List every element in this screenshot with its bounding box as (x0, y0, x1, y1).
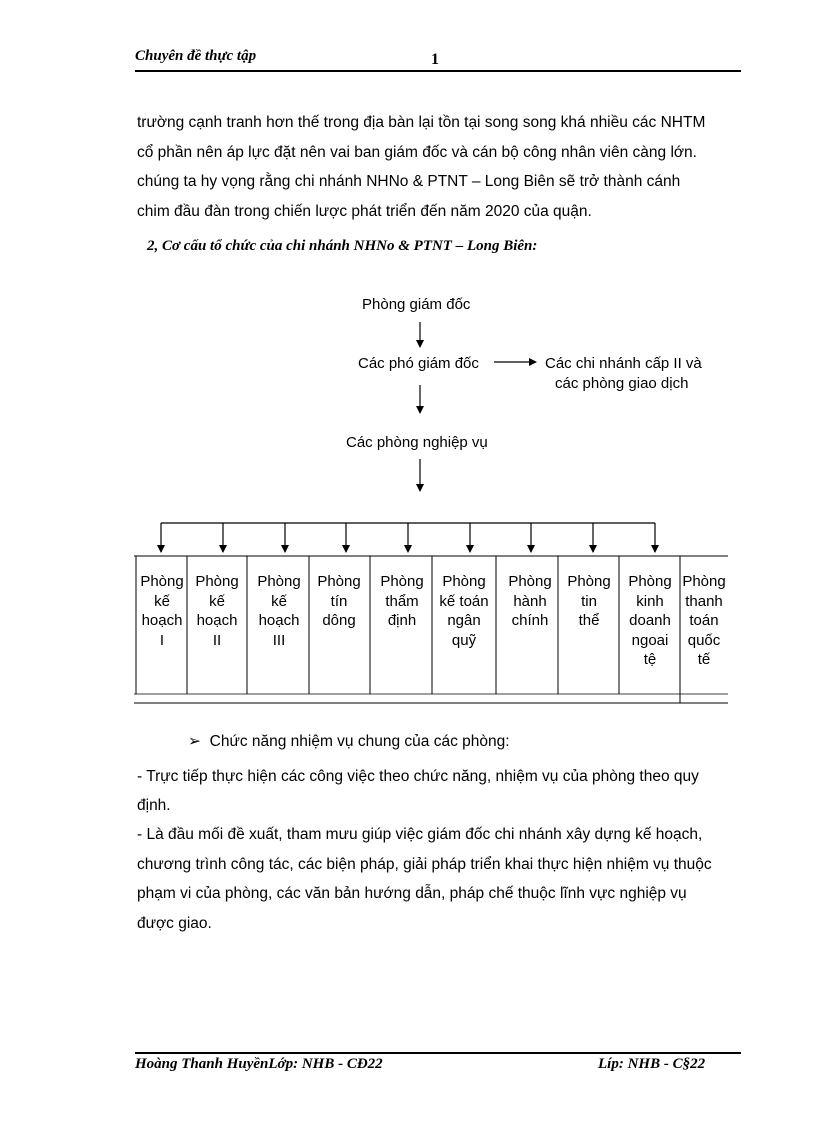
org-departments-group: Các phòng nghiệp vụ (346, 434, 488, 451)
org-director: Phòng giám đốc (362, 296, 471, 313)
intro-line: trường cạnh tranh hơn thế trong địa bàn lại tồn tại song song khá nhiều các NHTM (137, 114, 706, 131)
dept-foreign-exchange: Phòng kinh doanh ngoai tệ (628, 573, 672, 668)
dept-planning-2: Phòng kế hoạch II (195, 573, 239, 649)
function-line: được giao. (137, 915, 212, 932)
footer-class: Líp: NHB - C§22 (598, 1056, 706, 1072)
dept-appraisal: Phòng thẩm định (380, 573, 424, 629)
function-line: chương trình công tác, các biện pháp, giải pháp triển khai thực hiện nhiệm vụ thuộc (137, 856, 712, 873)
function-line: - Trực tiếp thực hiện các công việc theo chức năng, nhiệm vụ của phòng theo quy (137, 768, 699, 785)
dept-planning-3: Phòng kế hoạch III (257, 573, 301, 649)
functions-heading: ➢ Chức năng nhiệm vụ chung của các phòng: (188, 733, 510, 750)
org-branches-line1: Các chi nhánh cấp II và (545, 355, 702, 372)
dept-international-payment: Phòng thanh toán quốc tế (682, 573, 726, 668)
page-number: 1 (431, 51, 439, 68)
dept-card: Phòng tin thể (567, 573, 611, 629)
function-line: định. (137, 797, 171, 814)
dept-credit: Phòng tín dông (317, 573, 361, 629)
intro-line: chúng ta hy vọng rằng chi nhánh NHNo & PTNT – Long Biên sẽ trở thành cánh (137, 173, 681, 190)
footer-author-class: Hoàng Thanh HuyềnLớp: NHB - CĐ22 (135, 1056, 383, 1072)
dept-planning-1: Phòng kế hoạch I (140, 573, 184, 649)
function-line: phạm vi của phòng, các văn bản hướng dẫn, pháp chế thuộc lĩnh vực nghiệp vụ (137, 885, 687, 902)
footer-rule (135, 1052, 741, 1054)
intro-line: cổ phần nên áp lực đặt nên vai ban giám đốc và cán bộ công nhân viên càng lớn. (137, 144, 697, 161)
function-line: - Là đầu mối đề xuất, tham mưu giúp việc giám đốc chi nhánh xây dựng kế hoạch, (137, 826, 703, 843)
dept-administration: Phòng hành chính (508, 573, 552, 629)
intro-line: chim đầu đàn trong chiến lược phát triển đến năm 2020 của quận. (137, 203, 592, 220)
dept-accounting-treasury: Phòng kế toán ngân quỹ (439, 573, 489, 649)
org-branches-line2: các phòng giao dịch (555, 375, 689, 392)
org-deputy-directors: Các phó giám đốc (358, 355, 479, 372)
header-title: Chuyên đề thực tập (135, 48, 257, 64)
bullet-arrow-icon: ➢ (188, 733, 201, 750)
section-heading: 2, Cơ cấu tổ chức của chi nhánh NHNo & PTNT – Long Biên: (147, 238, 538, 254)
department-arrows (161, 523, 655, 552)
